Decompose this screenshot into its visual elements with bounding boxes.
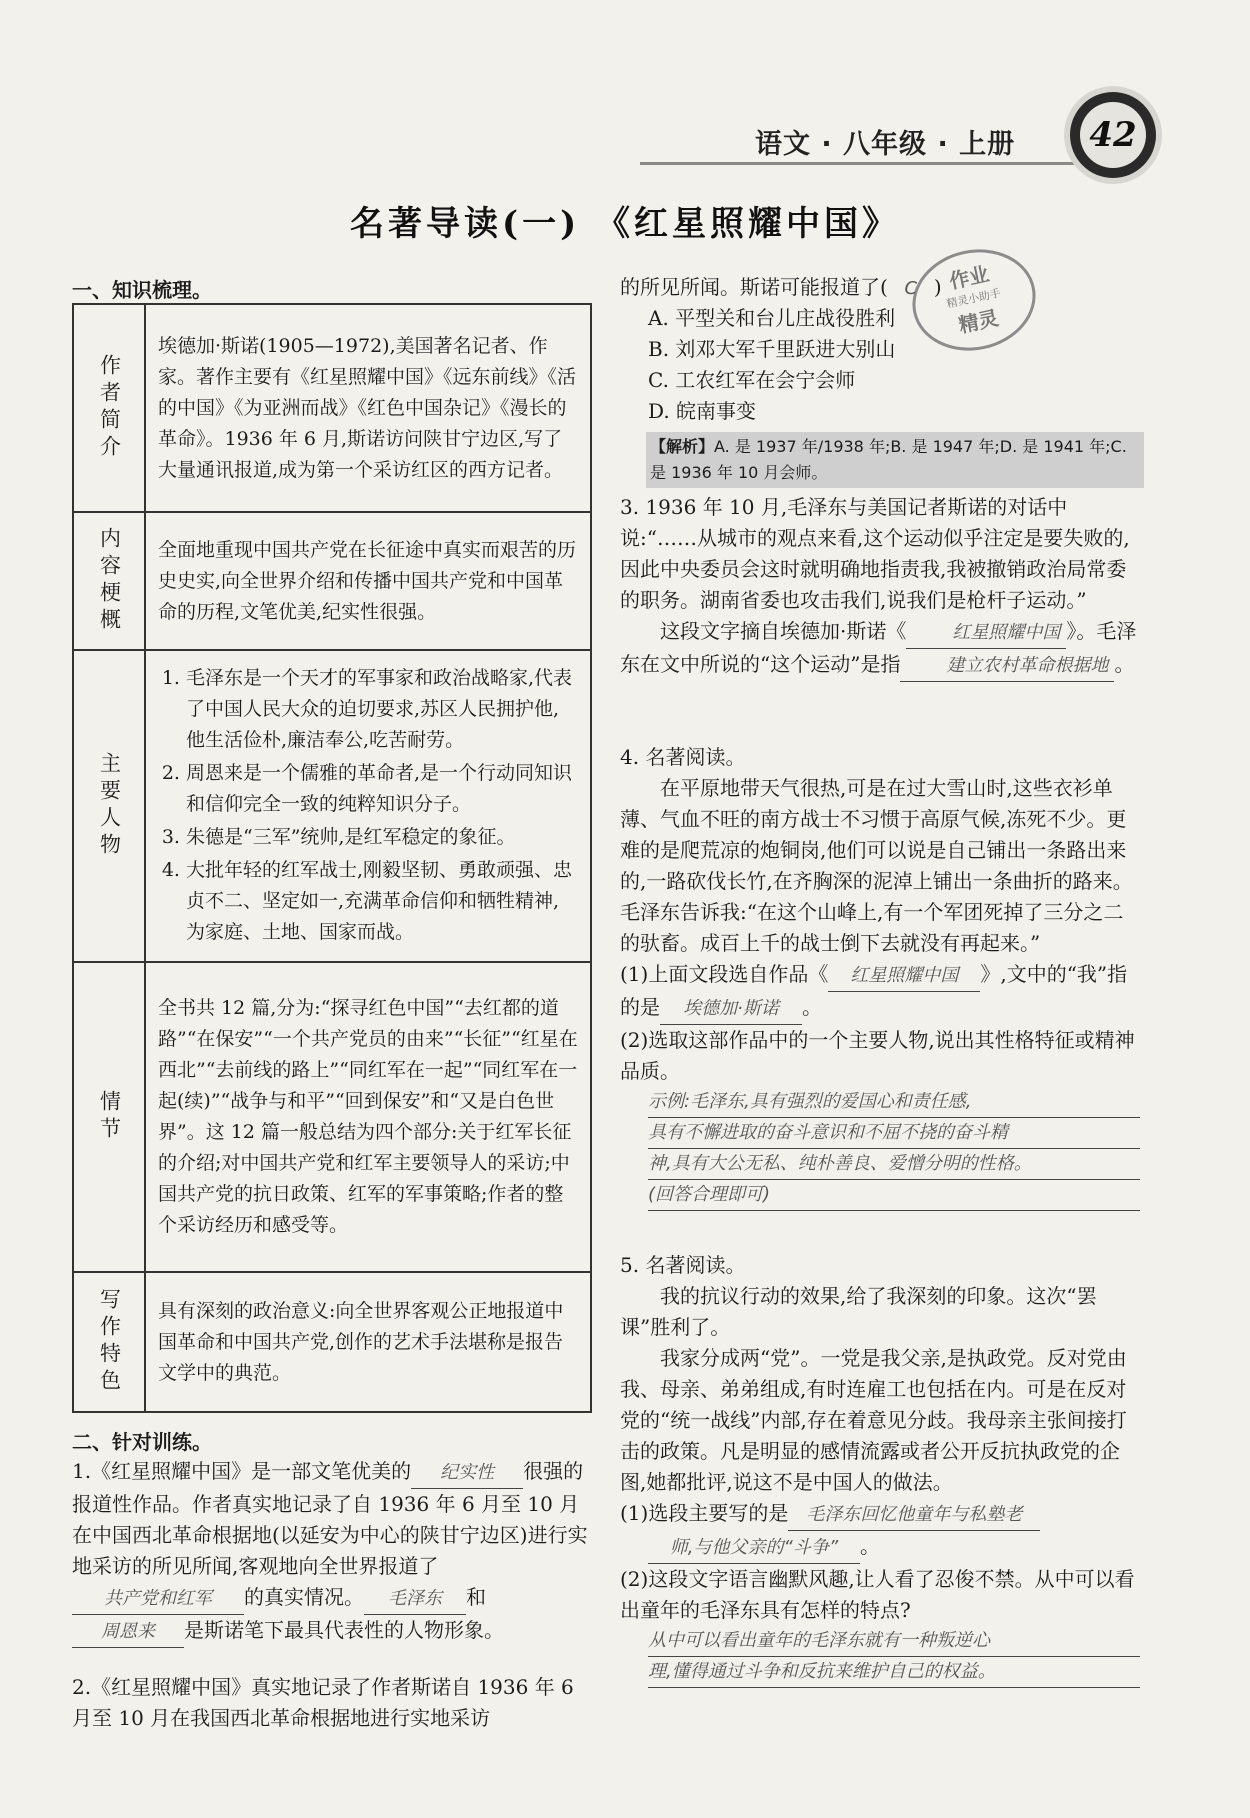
question-2-continued: 的所见所闻。斯诺可能报道了( C ) bbox=[620, 272, 1140, 304]
passage: 我家分成两“党”。一党是我父亲,是执政党。反对党由我、母亲、弟弟组成,有时连雇工也包括在内。可是在反对党的“统一战线”内部,存在着意见分歧。我母亲主张间接打击的政策。凡是明显的感情流露或者公开反抗执政党的企图,她都批评,说这不是中国人的做法。 bbox=[620, 1346, 1127, 1494]
list-item: 3. 朱德是“三军”统帅,是红军稳定的象征。 bbox=[186, 822, 578, 853]
answer-blank: 建立农村革命根据地 bbox=[900, 650, 1114, 682]
table-row bbox=[73, 512, 591, 650]
answer-blank: 纪实性 bbox=[411, 1457, 523, 1489]
list-item: 1. 毛泽东是一个天才的军事家和政治战略家,代表了中国人民大众的迫切要求,苏区人民拥护他,他生活俭朴,廉洁奉公,吃苦耐劳。 bbox=[186, 663, 578, 756]
row-category: 作者简介 bbox=[73, 304, 145, 512]
knowledge-table bbox=[72, 303, 592, 1413]
row-category: 内容梗概 bbox=[73, 512, 145, 650]
table-row bbox=[73, 304, 591, 512]
passage: 我的抗议行动的效果,给了我深刻的印象。这次“罢课”胜利了。 bbox=[620, 1284, 1097, 1339]
handwritten-answer: 从中可以看出童年的毛泽东就有一种叛逆心 理,懂得通过斗争和反抗来维护自己的权益。 bbox=[620, 1626, 1140, 1688]
option-b: B. 刘邓大军千里跃进大别山 bbox=[648, 337, 896, 361]
row-category: 写作特色 bbox=[73, 1272, 145, 1412]
answer-blank: 毛泽东 bbox=[364, 1583, 466, 1615]
page-title: 名著导读(一) 《红星照耀中国》 bbox=[349, 204, 900, 244]
answer-blank: 红星照耀中国 bbox=[906, 617, 1066, 649]
question-2-stem: 2.《红星照耀中国》真实地记录了作者斯诺自 1936 年 6 月至 10 月在我国西北革命根据地进行实地采访 bbox=[72, 1675, 574, 1730]
handwritten-answer: 示例:毛泽东,具有强烈的爱国心和责任感, 具有不懈进取的奋斗意识和不屈不挠的奋斗精 神,具有大公无私、纯朴善良、爱憎分明的性格。 (回答合理即可) bbox=[620, 1087, 1140, 1211]
answer-blank: 毛泽东回忆他童年与私塾老 bbox=[788, 1499, 1040, 1531]
table-row bbox=[73, 1272, 591, 1412]
row-content: 全书共 12 篇,分为:“探寻红色中国”“去红都的道路”“在保安”“一个共产党员的由来”“长征”“红星在西北”“去前线的路上”“同红军在一起”“同红军在一起(续)”“战争与和平”“回到保安”和“又是白色世界”。这 12 篇一般总结为四个部分:关于红军长征的介绍;对中国共产党和红军主要领导人的采访;中国共产党的抗日政策、红军的军事策略;作者的整个采访经历和感受等。 bbox=[145, 962, 591, 1272]
question-2-options bbox=[648, 303, 1128, 427]
section-heading-training: 二、针对训练。 bbox=[72, 1430, 212, 1454]
question-heading: 5. 名著阅读。 bbox=[620, 1253, 746, 1277]
page-number: 42 bbox=[1080, 102, 1146, 168]
answer-blank: 师,与他父亲的“斗争” bbox=[648, 1532, 860, 1564]
row-category: 主要人物 bbox=[73, 650, 145, 962]
question-3: 3. 1936 年 10 月,毛泽东与美国记者斯诺的对话中说:“……从城市的观点来看,这个运动似乎注定是要失败的,因此中央委员会这时就明确地指责我,我被撤销政治局常委的职务。湖南省委也攻击我们,说我们是枪杆子运动。” 这段文字摘自埃德加·斯诺《 红星照耀中国 》。毛泽东在文中所说的“这个运动”是指 建立农村革命根据地 。 bbox=[620, 492, 1140, 682]
section-heading-knowledge: 一、知识梳理。 bbox=[72, 278, 212, 302]
stamp-logo: 作业 精灵小助手 精灵 bbox=[903, 238, 1045, 362]
row-content: 全面地重现中国共产党在长征途中真实而艰苦的历史史实,向全世界介绍和传播中国共产党和中国革命的历程,文笔优美,纪实性很强。 bbox=[145, 512, 591, 650]
table-row bbox=[73, 962, 591, 1272]
list-item: 4. 大批年轻的红军战士,刚毅坚韧、勇敢顽强、忠贞不二、坚定如一,充满革命信仰和牺牲精神,为家庭、土地、国家而战。 bbox=[186, 855, 578, 948]
option-c: C. 工农红军在会宁会师 bbox=[648, 368, 856, 392]
table-row bbox=[73, 650, 591, 962]
option-a: A. 平型关和台儿庄战役胜利 bbox=[648, 306, 896, 330]
question-5: 5. 名著阅读。 我的抗议行动的效果,给了我深刻的印象。这次“罢课”胜利了。 我家分成两“党”。一党是我父亲,是执政党。反对党由我、母亲、弟弟组成,有时连雇工也包括在内。可是在反对党的“统一战线”内部,存在着意见分歧。我母亲主张间接打击的政策。凡是明显的感情流露或者公开反抗执政党的企图,她都批评,说这不是中国人的做法。 (1)选段主要写的是 毛泽东回忆他童年与私塾老 师,与他父亲的“斗争” 。 (2)这段文字语言幽默风趣,让人看了忍俊不禁。从中可以看出童年的毛泽东具有怎样的特点? 从中可以看出童年的毛泽东就有一种叛逆心 理,懂得通过斗争和反抗来维护自己的权益。 bbox=[620, 1250, 1140, 1688]
answer-blank: 共产党和红军 bbox=[72, 1583, 244, 1615]
passage: 在平原地带天气很热,可是在过大雪山时,这些衣衫单薄、气血不旺的南方战士不习惯于高原气候,冻死不少。更难的是爬荒凉的炮铜岗,他们可以说是自己铺出一条路出来的,一路砍伐长竹,在齐胸深的泥淖上铺出一条曲折的路来。毛泽东告诉我:“在这个山峰上,有一个军团死掉了三分之二的驮畜。成百上千的战士倒下去就没有再起来。” bbox=[620, 776, 1133, 955]
option-d: D. 皖南事变 bbox=[648, 399, 757, 423]
sub-question: (2)这段文字语言幽默风趣,让人看了忍俊不禁。从中可以看出童年的毛泽东具有怎样的特点? bbox=[620, 1567, 1135, 1622]
sub-question: (2)选取这部作品中的一个主要人物,说出其性格特征或精神品质。 bbox=[620, 1028, 1135, 1083]
question-heading: 4. 名著阅读。 bbox=[620, 745, 746, 769]
answer-blank: 红星照耀中国 bbox=[828, 960, 980, 992]
answer-blank: 埃德加·斯诺 bbox=[660, 993, 802, 1025]
analysis-box: 【解析】A. 是 1937 年/1938 年;B. 是 1947 年;D. 是 1941 年;C. 是 1936 年 10 月会师。 bbox=[646, 432, 1144, 488]
row-content bbox=[145, 650, 591, 962]
question-1: 1.《红星照耀中国》是一部文笔优美的 纪实性 很强的报道性作品。作者真实地记录了自 1936 年 6 月至 10 月在中国西北革命根据地(以延安为中心的陕甘宁边区)进行实地采访的所见所闻,客观地向全世界报道了共产党和红军 的真实情况。 毛泽东 和周恩来 是斯诺笔下最具代表性的人物形象。 bbox=[72, 1456, 592, 1648]
question-4: 4. 名著阅读。 在平原地带天气很热,可是在过大雪山时,这些衣衫单薄、气血不旺的南方战士不习惯于高原气候,冻死不少。更难的是爬荒凉的炮铜岗,他们可以说是自己铺出一条路出来的,一路砍伐长竹,在齐胸深的泥淖上铺出一条曲折的路来。毛泽东告诉我:“在这个山峰上,有一个军团死掉了三分之二的驮畜。成百上千的战士倒下去就没有再起来。” (1)上面文段选自作品《 红星照耀中国 》,文中的“我”指的是 埃德加·斯诺 。 (2)选取这部作品中的一个主要人物,说出其性格特征或精神品质。 示例:毛泽东,具有强烈的爱国心和责任感, 具有不懈进取的奋斗意识和不屈不挠的奋斗精 神,具有大公无私、纯朴善良、爱憎分明的性格。 (回答合理即可) bbox=[620, 742, 1140, 1211]
row-content: 埃德加·斯诺(1905—1972),美国著名记者、作家。著作主要有《红星照耀中国》《远东前线》《活的中国》《为亚洲而战》《红色中国杂记》《漫长的革命》。1936 年 6 月,斯诺访问陕甘宁边区,写了大量通讯报道,成为第一个采访红区的西方记者。 bbox=[145, 304, 591, 512]
answer-blank: C bbox=[904, 278, 918, 299]
list-item: 2. 周恩来是一个儒雅的革命者,是一个行动同知识和信仰完全一致的纯粹知识分子。 bbox=[186, 758, 578, 820]
row-content: 具有深刻的政治意义:向全世界客观公正地报道中国革命和中国共产党,创作的艺术手法堪称是报告文学中的典范。 bbox=[145, 1272, 591, 1412]
row-category: 情节 bbox=[73, 962, 145, 1272]
subject-label: 语文 · 八年级 · 上册 bbox=[755, 129, 1016, 160]
answer-blank: 周恩来 bbox=[72, 1616, 184, 1648]
